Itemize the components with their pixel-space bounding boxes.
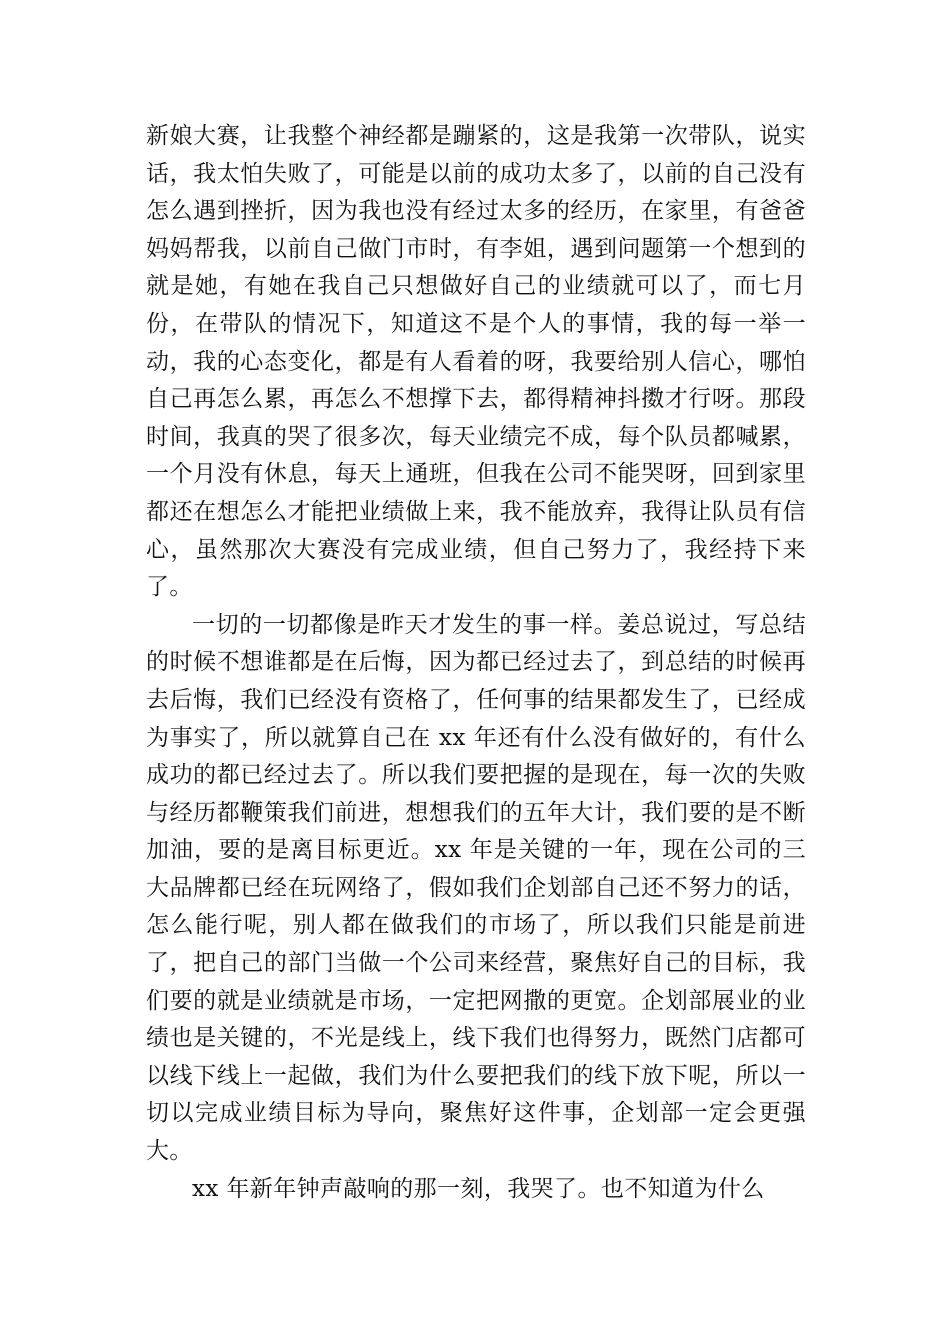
- paragraph-1: 新娘大赛，让我整个神经都是蹦紧的，这是我第一次带队，说实话，我太怕失败了，可能是以前的成功太多了，以前的自己没有怎么遇到挫折，因为我也没有经过太多的经历，在家里，有爸爸妈妈帮我，以前自己做门市时，有李姐，遇到问题第一个想到的就是她，有她在我自己只想做好自己的业绩就可以了，而七月份，在带队的情况下，知道这不是个人的事情，我的每一举一动，我的心态变化，都是有人看着的呀，我要给别人信心，哪怕自己再怎么累，再怎么不想撑下去，都得精神抖擞才行呀。那段时间，我真的哭了很多次，每天业绩完不成，每个队员都喊累，一个月没有休息，每天上通班，但我在公司不能哭呀，回到家里都还在想怎么才能把业绩做上来，我不能放弃，我得让队员有信心，虽然那次大赛没有完成业绩，但自己努力了，我经持下来了。: [146, 123, 806, 601]
- paragraph-2: 一切的一切都像是昨天才发生的事一样。姜总说过，写总结的时候不想谁都是在后悔，因为都已经过去了，到总结的时候再去后悔，我们已经没有资格了，任何事的结果都发生了，已经成为事实了，所以就算自己在 xx 年还有什么没有做好的，有什么成功的都已经过去了。所以我们要把握的是现在，每一次的失败与经历都鞭策我们前进，想想我们的五年大计，我们要的是不断加油，要的是离目标更近。xx 年是关键的一年，现在公司的三大品牌都已经在玩网络了，假如我们企划部自己还不努力的话，怎么能行呢，别人都在做我们的市场了，所以我们只能是前进了，把自己的部门当做一个公司来经营，聚焦好自己的目标，我们要的就是业绩就是市场，一定把网撒的更宽。企划部展业的业绩也是关键的，不光是线上，线下我们也得努力，既然门店都可以线下线上一起做，我们为什么要把我们的线下放下呢，所以一切以完成业绩目标为导向，聚焦好这件事，企划部一定会更强大。: [146, 611, 806, 1165]
- body-text: [146, 118, 806, 1208]
- paragraph-3: xx 年新年钟声敲响的那一刻，我哭了。也不知道为什么: [192, 1175, 765, 1202]
